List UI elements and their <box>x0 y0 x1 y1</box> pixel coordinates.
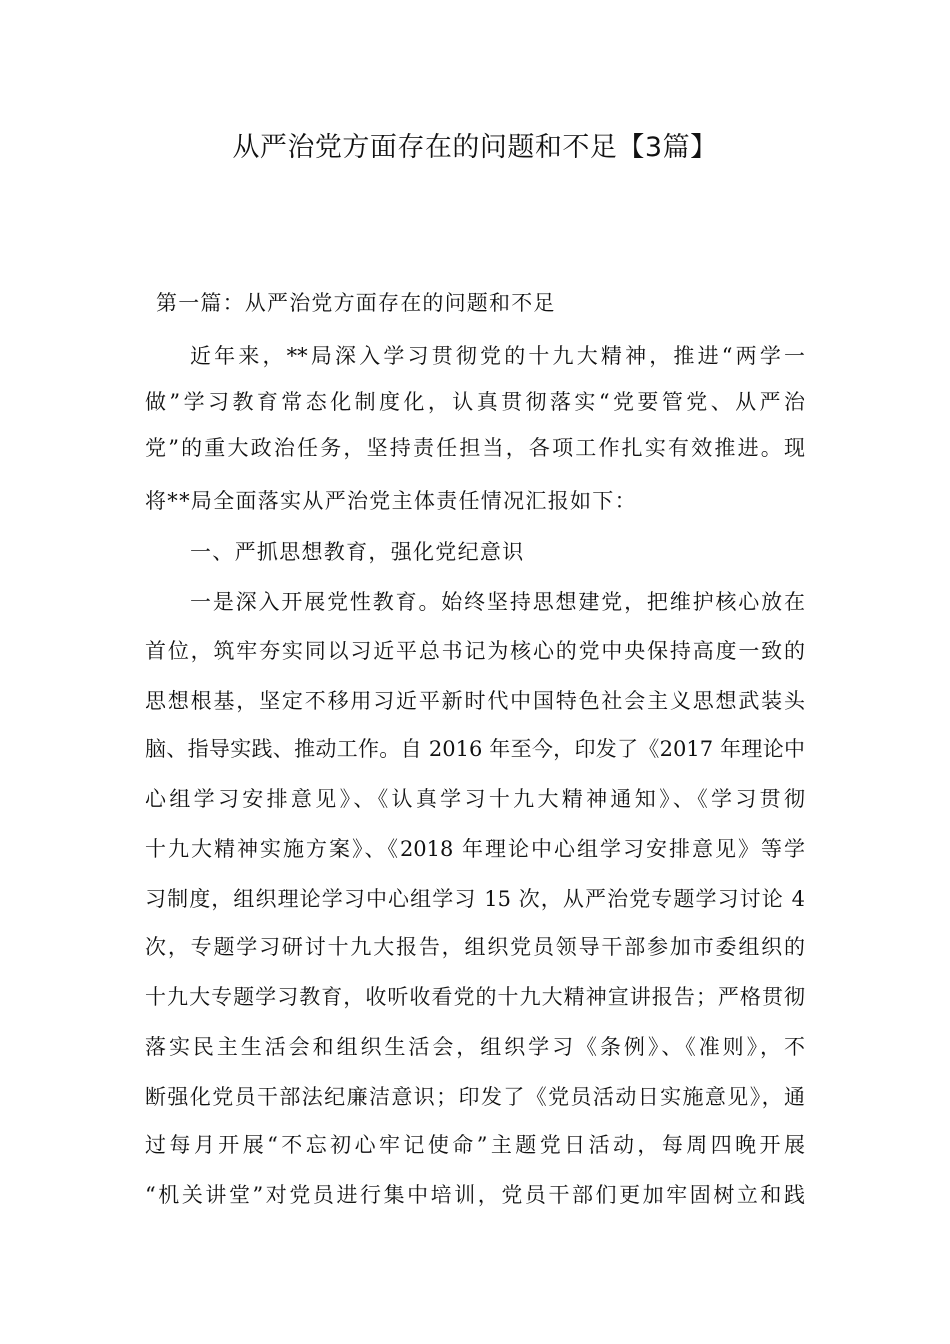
paragraph-line: 做”学习教育常态化制度化，认真贯彻落实“党要管党、从严治 <box>145 390 805 414</box>
paragraph-line: 一是深入开展党性教育。始终坚持思想建党，把维护核心放在 <box>190 590 805 614</box>
paragraph-line: 过每月开展“不忘初心牢记使命”主题党日活动，每周四晚开展 <box>145 1133 805 1157</box>
document-title: 从严治党方面存在的问题和不足【3篇】 <box>232 132 718 163</box>
paragraph-line: 心组学习安排意见》、《认真学习十九大精神通知》、《学习贯彻 <box>145 787 805 811</box>
paragraph-line: 次，专题学习研讨十九大报告，组织党员领导干部参加市委组织的 <box>145 935 805 959</box>
paragraph-line: 党”的重大政治任务，坚持责任担当，各项工作扎实有效推进。现 <box>145 436 805 460</box>
paragraph-line: 习制度，组织理论学习中心组学习 15 次，从严治党专题学习讨论 4 <box>145 887 805 911</box>
section-heading: 一、严抓思想教育，强化党纪意识 <box>190 540 525 564</box>
paragraph-line: 近年来，**局深入学习贯彻党的十九大精神，推进“两学一 <box>190 344 805 368</box>
paragraph-line: 落实民主生活会和组织生活会，组织学习《条例》、《准则》，不 <box>145 1035 805 1059</box>
paragraph-line: 首位，筑牢夯实同以习近平总书记为核心的党中央保持高度一致的 <box>145 639 805 663</box>
paragraph-line: 将**局全面落实从严治党主体责任情况汇报如下： <box>145 489 637 513</box>
chapter-heading: 第一篇：从严治党方面存在的问题和不足 <box>156 291 556 315</box>
paragraph-line: 脑、指导实践、推动工作。自 2016 年至今，印发了《2017 年理论中 <box>145 737 805 761</box>
paragraph-line: 十九大精神实施方案》、《2018 年理论中心组学习安排意见》等学 <box>145 837 805 861</box>
paragraph-line: “机关讲堂”对党员进行集中培训，党员干部们更加牢固树立和践 <box>145 1183 805 1207</box>
paragraph-line: 思想根基，坚定不移用习近平新时代中国特色社会主义思想武装头 <box>145 689 805 713</box>
paragraph-line: 断强化党员干部法纪廉洁意识；印发了《党员活动日实施意见》，通 <box>145 1085 805 1109</box>
paragraph-line: 十九大专题学习教育，收听收看党的十九大精神宣讲报告；严格贯彻 <box>145 985 805 1009</box>
